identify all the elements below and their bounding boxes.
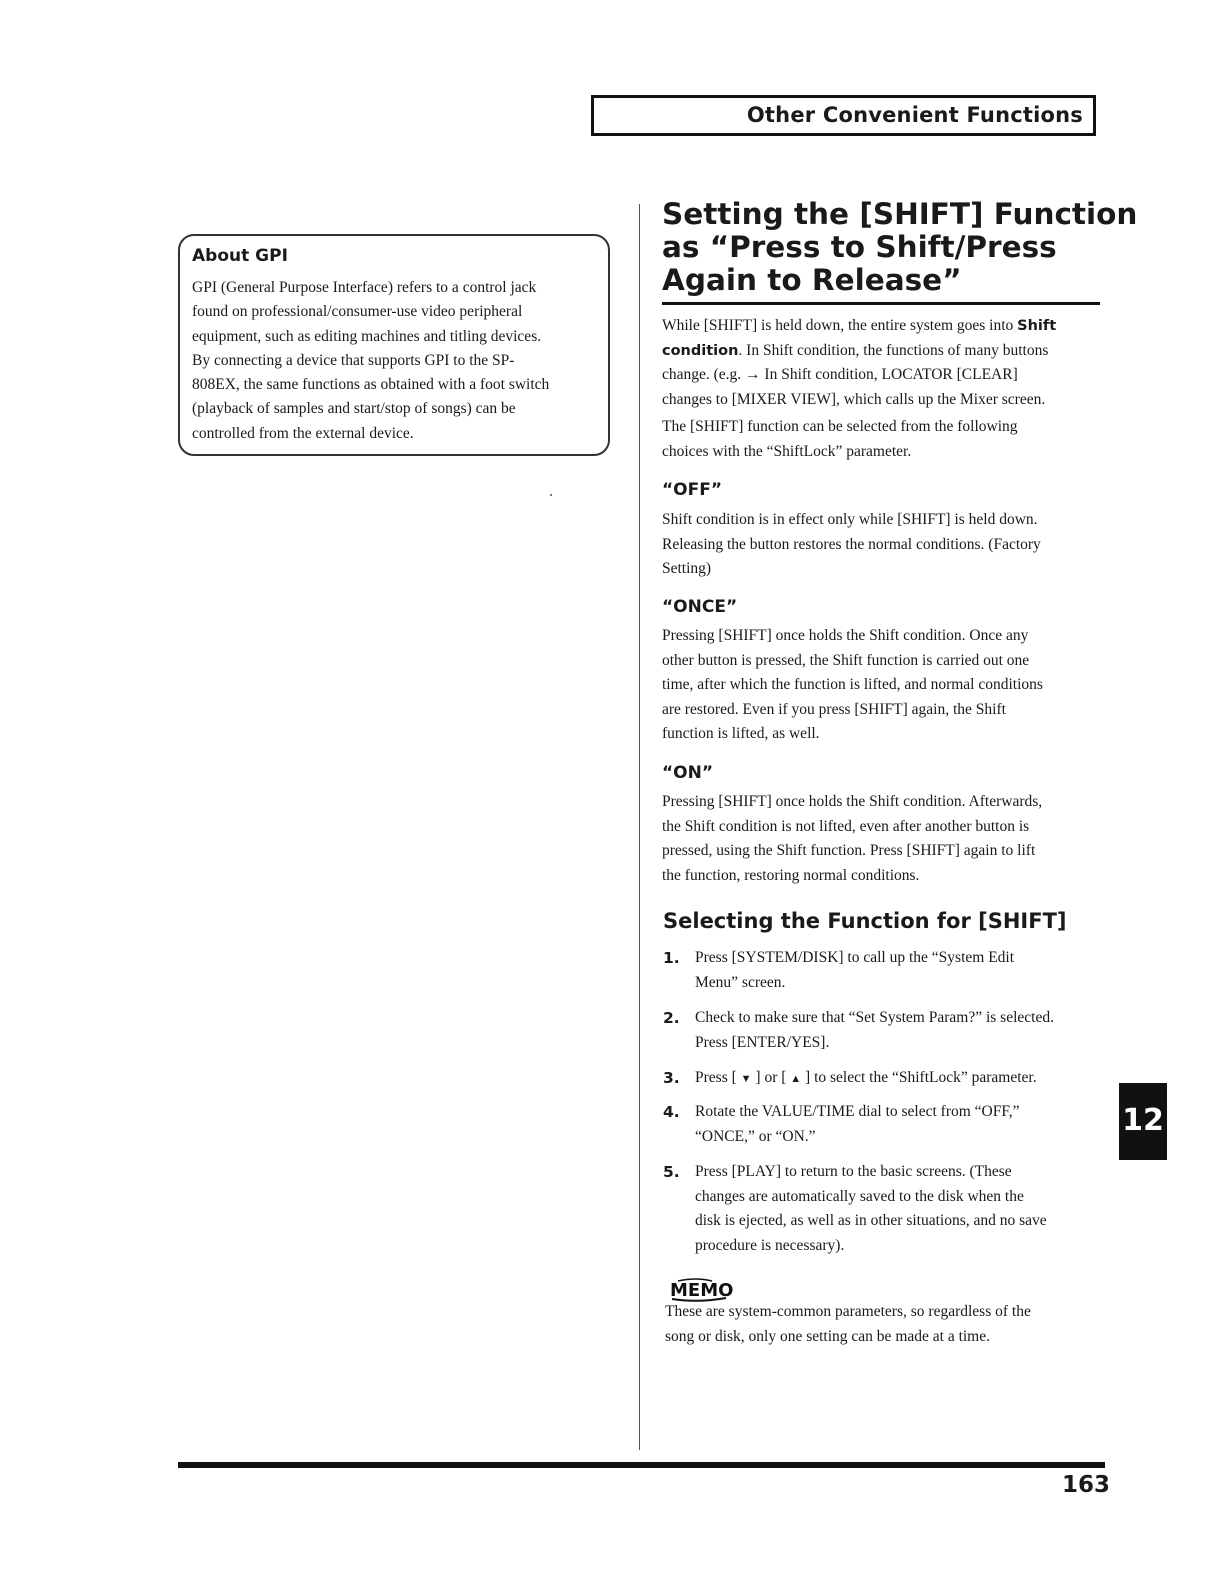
step-number: 1. bbox=[663, 949, 680, 967]
chapter-tab bbox=[1119, 1083, 1167, 1160]
cursor-down-icon: ▼ bbox=[740, 1073, 752, 1085]
text-line: procedure is necessary). bbox=[695, 1236, 845, 1254]
text-line: Pressing [SHIFT] once holds the Shift condition. Afterwards, bbox=[662, 793, 1043, 810]
text-line: changes to [MIXER VIEW], which calls up the Mixer screen. bbox=[662, 390, 1046, 408]
cursor-up-icon: ▲ bbox=[790, 1073, 802, 1085]
option-on-label: “ON” bbox=[662, 763, 714, 783]
section-header-title: Other Convenient Functions bbox=[746, 103, 1083, 127]
memo-text bbox=[665, 1300, 1105, 1349]
choice-paragraph bbox=[662, 415, 1102, 464]
text-line: song or disk, only one setting can be made at a time. bbox=[665, 1327, 990, 1345]
page-number: 163 bbox=[1062, 1472, 1111, 1498]
text-span: . In Shift condition, the functions of many buttons bbox=[738, 341, 1049, 359]
text-line: other button is pressed, the Shift function is carried out one bbox=[662, 651, 1030, 669]
section-header-box bbox=[591, 95, 1096, 136]
step-number: 2. bbox=[663, 1009, 680, 1027]
option-once-text bbox=[662, 624, 1102, 747]
text-line: By connecting a device that supports GPI to the SP- bbox=[192, 351, 515, 369]
text-line: Press [PLAY] to return to the basic screens. (These bbox=[695, 1163, 1012, 1180]
text-line: equipment, such as editing machines and titling devices. bbox=[192, 327, 542, 345]
scan-speck bbox=[550, 494, 552, 496]
step-number: 3. bbox=[663, 1069, 680, 1087]
text-line: found on professional/consumer-use video peripheral bbox=[192, 303, 523, 321]
text-line: choices with the “ShiftLock” parameter. bbox=[662, 442, 912, 460]
text-line bbox=[662, 339, 1102, 364]
text-line: GPI (General Purpose Interface) refers to a control jack bbox=[192, 279, 537, 296]
text-line: changes are automatically saved to the disk when the bbox=[695, 1187, 1024, 1205]
heading-line: as “Press to Shift/Press bbox=[662, 230, 1057, 264]
text-line: Shift condition is in effect only while [SHIFT] is held down. bbox=[662, 511, 1038, 528]
text-line: Setting) bbox=[662, 560, 712, 577]
step-number: 4. bbox=[663, 1103, 680, 1121]
text-line: the Shift condition is not lifted, even after another button is bbox=[662, 817, 1030, 835]
step-text bbox=[695, 946, 1105, 995]
about-gpi-box bbox=[178, 234, 610, 456]
sub-heading: Selecting the Function for [SHIFT] bbox=[663, 909, 1067, 933]
option-off-label: “OFF” bbox=[662, 480, 723, 500]
heading-underline bbox=[662, 302, 1100, 305]
footer-rule bbox=[178, 1462, 1105, 1468]
text-line: 808EX, the same functions as obtained with a foot switch bbox=[192, 376, 550, 394]
text-line bbox=[695, 1066, 1105, 1092]
about-gpi-text bbox=[192, 276, 604, 446]
about-gpi-title: About GPI bbox=[192, 246, 288, 266]
step-text bbox=[695, 1066, 1105, 1092]
text-line: Menu” screen. bbox=[695, 973, 786, 991]
option-once-label: “ONCE” bbox=[662, 597, 738, 617]
text-line: time, after which the function is lifted, and normal conditions bbox=[662, 676, 1043, 693]
memo-icon-label: MEMO bbox=[670, 1280, 734, 1301]
text-line: Check to make sure that “Set System Param?” is selected. bbox=[695, 1009, 1054, 1026]
text-line: Pressing [SHIFT] once holds the Shift condition. Once any bbox=[662, 627, 1029, 644]
option-off-text bbox=[662, 508, 1102, 582]
text-span: ] to select the “ShiftLock” parameter. bbox=[801, 1069, 1037, 1086]
step-text bbox=[695, 1006, 1105, 1055]
chapter-number: 12 bbox=[1122, 1103, 1164, 1138]
term-bold: Shift bbox=[1017, 318, 1057, 334]
heading-line: Again to Release” bbox=[662, 263, 962, 297]
text-line: the function, restoring normal conditions. bbox=[662, 866, 920, 884]
text-line: “ONCE,” or “ON.” bbox=[695, 1127, 816, 1145]
text-line: change. (e.g. → In Shift condition, LOCATOR [CLEAR] bbox=[662, 366, 1018, 383]
text-line: These are system-common parameters, so regardless of the bbox=[665, 1303, 1031, 1320]
column-divider bbox=[639, 204, 640, 1450]
text-span: While [SHIFT] is held down, the entire system goes into bbox=[662, 317, 1018, 334]
step-text bbox=[695, 1160, 1105, 1258]
term-bold: condition bbox=[662, 342, 739, 359]
main-heading bbox=[662, 197, 1138, 297]
text-line: (playback of samples and start/stop of songs) can be bbox=[192, 400, 516, 418]
text-span: ] or [ bbox=[751, 1069, 791, 1086]
text-line: are restored. Even if you press [SHIFT] again, the Shift bbox=[662, 700, 1006, 718]
text-line: Rotate the VALUE/TIME dial to select from “OFF,” bbox=[695, 1103, 1020, 1120]
text-line: function is lifted, as well. bbox=[662, 725, 820, 742]
text-line: Press [ENTER/YES]. bbox=[695, 1033, 830, 1051]
text-line: disk is ejected, as well as in other situations, and no save bbox=[695, 1212, 1047, 1229]
intro-paragraph bbox=[662, 314, 1102, 412]
heading-line: Setting the [SHIFT] Function bbox=[662, 197, 1138, 231]
step-number: 5. bbox=[663, 1163, 680, 1181]
text-line: The [SHIFT] function can be selected from the following bbox=[662, 418, 1018, 435]
text-line: Press [SYSTEM/DISK] to call up the “System Edit bbox=[695, 949, 1015, 966]
step-text bbox=[695, 1100, 1105, 1149]
text-line bbox=[662, 314, 1102, 339]
text-line: Releasing the button restores the normal conditions. (Factory bbox=[662, 535, 1041, 553]
text-line: pressed, using the Shift function. Press [SHIFT] again to lift bbox=[662, 842, 1036, 859]
option-on-text bbox=[662, 790, 1102, 888]
text-span: Press [ bbox=[695, 1069, 741, 1086]
text-line: controlled from the external device. bbox=[192, 424, 414, 442]
